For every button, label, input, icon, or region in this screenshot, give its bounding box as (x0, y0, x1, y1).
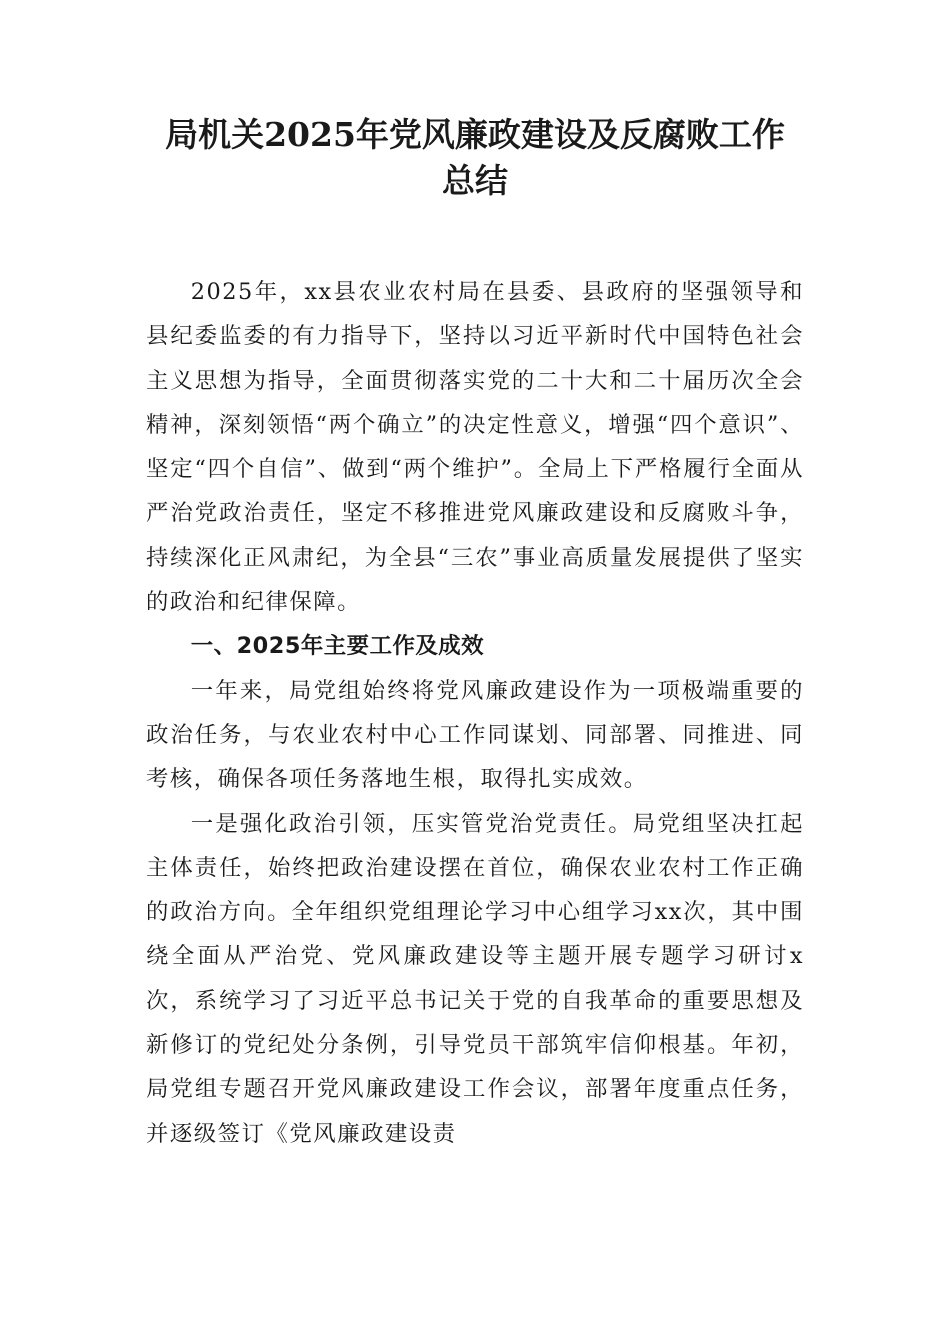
document-title-line-2: 总结 (442, 161, 508, 200)
section-heading: 一、2025年主要工作及成效 (190, 633, 485, 660)
document-page (146, 112, 804, 1156)
section-paragraph-1: 一年来，局党组始终将党风廉政建设作为一项极端重要的政治任务，与农业农村中心工作同谋划、同部署、同推进、同考核，确保各项任务落地生根，取得扎实成效。 (146, 677, 804, 793)
document-body (146, 270, 804, 1156)
section-paragraph-2: 一是强化政治引领，压实管党治党责任。局党组坚决扛起主体责任，始终把政治建设摆在首位，确保农业农村工作正确的政治方向。全年组织党组理论学习中心组学习xx次，其中围绕全面从严治党、党风廉政建设等主题开展专题学习研讨x次，系统学习了习近平总书记关于党的自我革命的重要思想及新修订的党纪处分条例，引导党员干部筑牢信仰根基。年初，局党组专题召开党风廉政建设工作会议，部署年度重点任务，并逐级签订《党风廉政建设责 (146, 810, 804, 1147)
document-title (146, 112, 804, 204)
intro-paragraph: 2025年，xx县农业农村局在县委、县政府的坚强领导和县纪委监委的有力指导下，坚持以习近平新时代中国特色社会主义思想为指导，全面贯彻落实党的二十大和二十届历次全会精神，深刻领悟“两个确立”的决定性意义，增强“四个意识”、坚定“四个自信”、做到“两个维护”。全局上下严格履行全面从严治党政治责任，坚定不移推进党风廉政建设和反腐败斗争，持续深化正风肃纪，为全县“三农”事业高质量发展提供了坚实的政治和纪律保障。 (146, 279, 804, 616)
document-title-line-1: 局机关2025年党风廉政建设及反腐败工作 (165, 115, 785, 154)
